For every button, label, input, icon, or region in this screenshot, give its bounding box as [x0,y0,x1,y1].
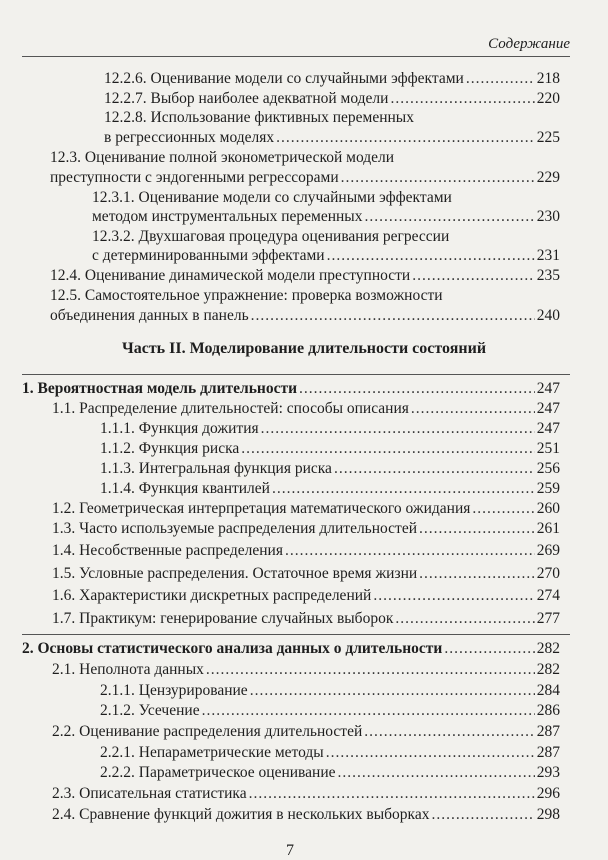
toc-entry-title: 1. Вероятностная модель длительности [22,380,298,397]
toc-leader [466,69,535,89]
toc-entry-title: 2.1. Неполнота данных [52,661,204,678]
page-header [22,20,570,57]
toc-chapter-entry[interactable] [22,379,560,399]
toc-entry-title: 2.2. Оценивание распределения длительностей [52,723,363,740]
toc-leader [202,701,535,721]
toc-entry-title: 2. Основы статистического анализа данных о длительности [22,640,443,657]
toc-entry-first-line: 12.3. Оценивание полной эконометрической модели [50,149,395,166]
toc-entry-first-line: 12.5. Самостоятельное упражнение: проверка возможности [50,287,443,304]
toc-chapter-entry[interactable] [22,639,560,659]
toc-entry[interactable] [104,128,560,148]
toc-entry-title: в регрессионных моделях [104,129,275,146]
toc-entry-title: 12.4. Оценивание динамической модели преступности [50,267,411,284]
toc-page-number: 256 [536,460,560,477]
toc-entry[interactable] [52,722,560,742]
toc-page-number: 284 [536,682,560,699]
toc-leader [419,564,535,584]
toc-page-number: 298 [536,806,560,823]
toc-entry-title: 1.5. Условные распределения. Остаточное время жизни [52,565,418,582]
toc-entry[interactable] [52,564,560,584]
toc-leader [249,784,535,804]
toc-entry[interactable] [100,459,560,479]
toc-page-number: 286 [536,702,560,719]
toc-leader [364,207,534,227]
toc-entry[interactable] [52,805,560,825]
toc-entry-title: 2.2.2. Параметрическое оценивание [100,764,336,781]
toc-leader [338,763,535,783]
toc-page-number: 277 [536,610,560,627]
section-divider [22,634,570,635]
toc-leader [285,541,535,561]
toc-entry[interactable] [52,519,560,539]
toc-page-number: 229 [536,169,560,186]
toc-entry-title: объединения данных в панель [50,307,249,324]
toc-entry-title: преступности с эндогенными регрессорами [50,169,339,186]
toc-page-number: 269 [536,542,560,559]
toc-leader [444,639,534,659]
toc-leader [206,660,535,680]
toc-entry-title: 1.1.4. Функция квантилей [100,480,270,497]
toc-page-number: 259 [536,480,560,497]
toc-entry-title: 1.7. Практикум: генерирование случайных выборок [52,610,394,627]
toc-entry-title: с детерминированными эффектами [92,247,325,264]
toc-page-number: 247 [536,420,560,437]
toc-leader [341,168,535,188]
toc-leader [261,419,535,439]
toc-leader [419,519,535,539]
toc-page-number: 240 [536,307,560,324]
toc-page-number: 247 [536,400,560,417]
toc-leader [250,681,535,701]
toc-page-number: 260 [536,500,560,517]
toc-entry-title: 2.2.1. Непараметрические методы [100,744,324,761]
toc-entry-title: 12.2.7. Выбор наиболее адекватной модели [104,90,389,107]
part-heading: Часть II. Моделирование длительности состояний [121,340,487,357]
toc-leader [334,459,535,479]
toc-entry[interactable] [100,701,560,721]
toc-page-number: 270 [536,565,560,582]
toc-entry[interactable] [50,168,560,188]
toc-page-number: 231 [536,247,560,264]
toc-leader [327,246,535,266]
toc-entry-title: методом инструментальных переменных [92,208,363,225]
toc-page-number: 218 [536,70,560,87]
toc-entry[interactable] [92,246,560,266]
toc-leader [390,89,534,109]
toc-page-number: 251 [536,440,560,457]
toc-entry[interactable] [104,89,560,109]
toc-leader [411,399,535,419]
toc-entry[interactable] [100,681,560,701]
toc-entry[interactable] [50,306,560,326]
toc-entry-title: 1.1.1. Функция дожития [100,420,259,437]
toc-entry[interactable] [100,439,560,459]
header-title: Содержание [488,36,570,52]
toc-page-number: 282 [536,640,560,657]
toc-entry-title: 2.4. Сравнение функций дожития в нескольких выборках [52,806,430,823]
toc-entry[interactable] [52,399,560,419]
toc-leader [431,805,534,825]
toc-entry-title: 2.1.2. Усечение [100,702,200,719]
toc-leader [276,128,535,148]
toc-entry-title: 2.1.1. Цензурирование [100,682,248,699]
toc-entry-title: 1.2. Геометрическая интерпретация математического ожидания [52,500,471,517]
section-divider [22,374,570,375]
toc-entry[interactable] [52,586,560,606]
toc-entry-title: 1.1. Распределение длительностей: способы описания [52,400,409,417]
toc-page-number: 261 [536,520,560,537]
toc-page-number: 293 [536,764,560,781]
toc-leader [241,439,534,459]
toc-entry-first-line: 12.3.1. Оценивание модели со случайными эффектами [92,189,452,206]
toc-entry[interactable] [52,660,560,680]
toc-leader [272,479,535,499]
toc-leader [251,306,535,326]
toc-entry[interactable] [52,541,560,561]
toc-entry[interactable] [104,69,560,89]
toc-page-number: 230 [536,208,560,225]
toc-entry[interactable] [52,499,560,519]
toc-entry-title: 1.1.2. Функция риска [100,440,240,457]
toc-entry[interactable] [92,207,560,227]
toc-entry[interactable] [100,763,560,783]
toc-page-number: 287 [536,744,560,761]
toc-entry-first-line: 12.2.8. Использование фиктивных переменных [104,109,414,126]
toc-page-number: 274 [536,587,560,604]
toc-entry-title: 2.3. Описательная статистика [52,785,247,802]
toc-entry[interactable] [100,419,560,439]
toc-page-number: 296 [536,785,560,802]
page-number-footer: 7 [286,842,294,859]
toc-entry-title: 1.3. Часто используемые распределения длительностей [52,520,418,537]
toc-leader [364,722,534,742]
toc-page-number: 287 [536,723,560,740]
toc-leader [412,266,535,286]
toc-entry[interactable] [50,266,560,286]
toc-entry-title: 1.4. Несобственные распределения [52,542,283,559]
toc-entry[interactable] [100,743,560,763]
toc-leader [395,609,534,629]
toc-page-number: 225 [536,129,560,146]
toc-leader [373,586,534,606]
toc-leader [299,379,535,399]
toc-leader [472,499,534,519]
toc-entry[interactable] [100,479,560,499]
toc-entry[interactable] [52,609,560,629]
toc-page-number: 247 [536,380,560,397]
toc-page-number: 220 [536,90,560,107]
toc-leader [326,743,535,763]
toc-entry-first-line: 12.3.2. Двухшаговая процедура оценивания регрессии [92,228,450,245]
toc-page-number: 282 [536,661,560,678]
toc-entry-title: 1.6. Характеристики дискретных распределений [52,587,372,604]
toc-entry[interactable] [52,784,560,804]
toc-page-number: 235 [536,267,560,284]
toc-entry-title: 1.1.3. Интегральная функция риска [100,460,332,477]
toc-entry-title: 12.2.6. Оценивание модели со случайными эффектами [104,70,464,87]
